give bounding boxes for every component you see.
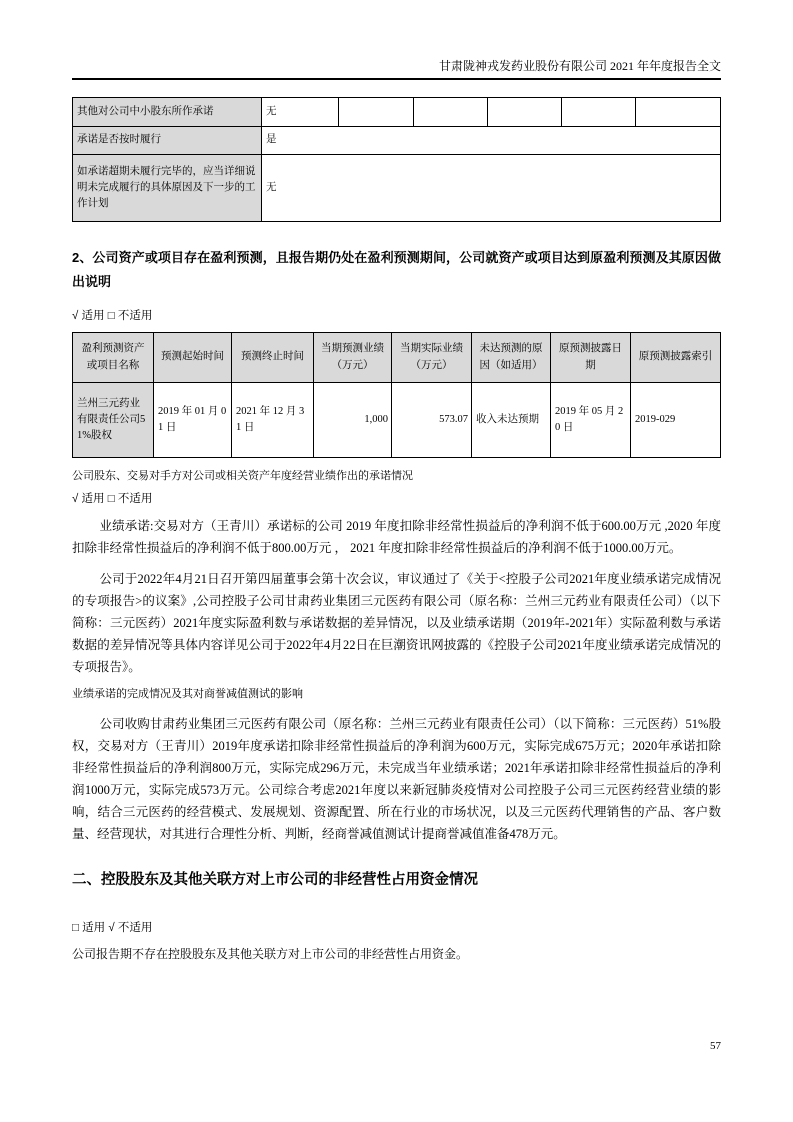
paragraph-goodwill-impairment: 公司收购甘肃药业集团三元医药有限公司（原名称：兰州三元药业有限责任公司）（以下简称：三元医药）51%股权，交易对方（王青川）2019年度承诺扣除非经常性损益后的净利润为600万元，实际完成675万元；2020年承诺扣除非经常性损益后的净利润800万元，实际完成296万元，未完成当年业绩承诺；2021年承诺扣除非经常性损益后的净利润1000万元，实际完成573万元。公司综合考虑2021年度以来新冠肺炎疫情对公司控股子公司三元医药经营业绩的影响，结合三元医药的经营模式、发展规划、资源配置、所在行业的市场状况，以及三元医药代理销售的产品、客户数量、经营现状，对其进行合理性分析、判断，经商誉减值测试计提商誉减值准备478万元。 [72, 717, 721, 841]
start-date-cell: 2019 年 01 月 01 日 [154, 383, 232, 458]
table-header-row [73, 333, 721, 383]
empty-cell [488, 98, 562, 127]
column-header: 预测起始时间 [154, 333, 232, 383]
forecast-table [72, 332, 721, 458]
column-header: 当期实际业绩（万元） [392, 333, 472, 383]
row-value-cell: 是 [262, 127, 721, 155]
page-number: 57 [710, 1040, 721, 1052]
asset-name-cell: 兰州三元药业有限责任公司51%股权 [73, 383, 154, 458]
applicability-line: √ 适用 □ 不适用 [72, 310, 153, 322]
disclosure-index-cell: 2019-029 [631, 383, 721, 458]
column-header: 原预测披露索引 [631, 333, 721, 383]
column-header: 当期预测业绩（万元） [314, 333, 392, 383]
column-header: 预测终止时间 [232, 333, 314, 383]
row-value-cell: 无 [262, 98, 339, 127]
empty-cell [339, 98, 414, 127]
forecast-performance-cell: 1,000 [314, 383, 392, 458]
column-header: 原预测披露日期 [551, 333, 631, 383]
table-row [73, 127, 721, 155]
table-row [73, 383, 721, 458]
end-date-cell: 2021 年 12 月 31 日 [232, 383, 314, 458]
section-heading-2: 2、公司资产或项目存在盈利预测，且报告期仍处在盈利预测期间，公司就资产或项目达到原盈利预测及其原因做出说明 [72, 250, 721, 289]
paragraph-board-meeting: 公司于2022年4月21日召开第四届董事会第十次会议，审议通过了《关于<控股子公司2021年度业绩承诺完成情况的专项报告>的议案》,公司控股子公司甘肃药业集团三元医药有限公司（原名称：兰州三元药业有限责任公司）（以下简称：三元医药）2021年度实际盈利数与承诺数据的差异情况，以及业绩承诺期（2019年-2021年）实际盈利数与承诺数据的差异情况等具体内容详见公司于2022年4月22日在巨潮资讯网披露的《控股子公司2021年度业绩承诺完成情况的专项报告》。 [72, 572, 721, 674]
disclosure-date-cell: 2019 年 05 月 20 日 [551, 383, 631, 458]
goodwill-caption: 业绩承诺的完成情况及其对商誉减值测试的影响 [72, 688, 303, 700]
row-label-cell: 承诺是否按时履行 [73, 127, 262, 155]
section-heading-two: 二、控股股东及其他关联方对上市公司的非经营性占用资金情况 [72, 872, 478, 888]
column-header: 未达预测的原因（如适用） [472, 333, 551, 383]
section-two-body: 公司报告期不存在控股股东及其他关联方对上市公司的非经营性占用资金。 [72, 947, 469, 961]
commitment-caption: 公司股东、交易对手方对公司或相关资产年度经营业绩作出的承诺情况 [72, 470, 413, 482]
row-value-cell: 无 [262, 155, 721, 222]
empty-cell [636, 98, 721, 127]
commitment-table [72, 97, 721, 222]
table-row [73, 155, 721, 222]
paragraph-performance-commitment: 业绩承诺:交易对方（王青川）承诺标的公司 2019 年度扣除非经常性损益后的净利润不低于600.00万元 ,2020 年度扣除非经常性损益后的净利润不低于800.00万元 ， 2021 年度扣除非经常性损益后的净利润不低于1000.00万元。 [72, 519, 721, 555]
page-content [72, 0, 721, 962]
actual-performance-cell: 573.07 [392, 383, 472, 458]
row-label-cell: 其他对公司中小股东所作承诺 [73, 98, 262, 127]
table-row [73, 98, 721, 127]
empty-cell [562, 98, 636, 127]
column-header: 盈利预测资产或项目名称 [73, 333, 154, 383]
applicability-line: √ 适用 □ 不适用 [72, 493, 153, 505]
applicability-line: □ 适用 √ 不适用 [72, 922, 153, 934]
empty-cell [414, 98, 488, 127]
reason-cell: 收入未达预期 [472, 383, 551, 458]
row-label-cell: 如承诺超期未履行完毕的，应当详细说明未完成履行的具体原因及下一步的工作计划 [73, 155, 262, 222]
report-header-title: 甘肃陇神戎发药业股份有限公司 2021 年年度报告全文 [72, 0, 721, 80]
